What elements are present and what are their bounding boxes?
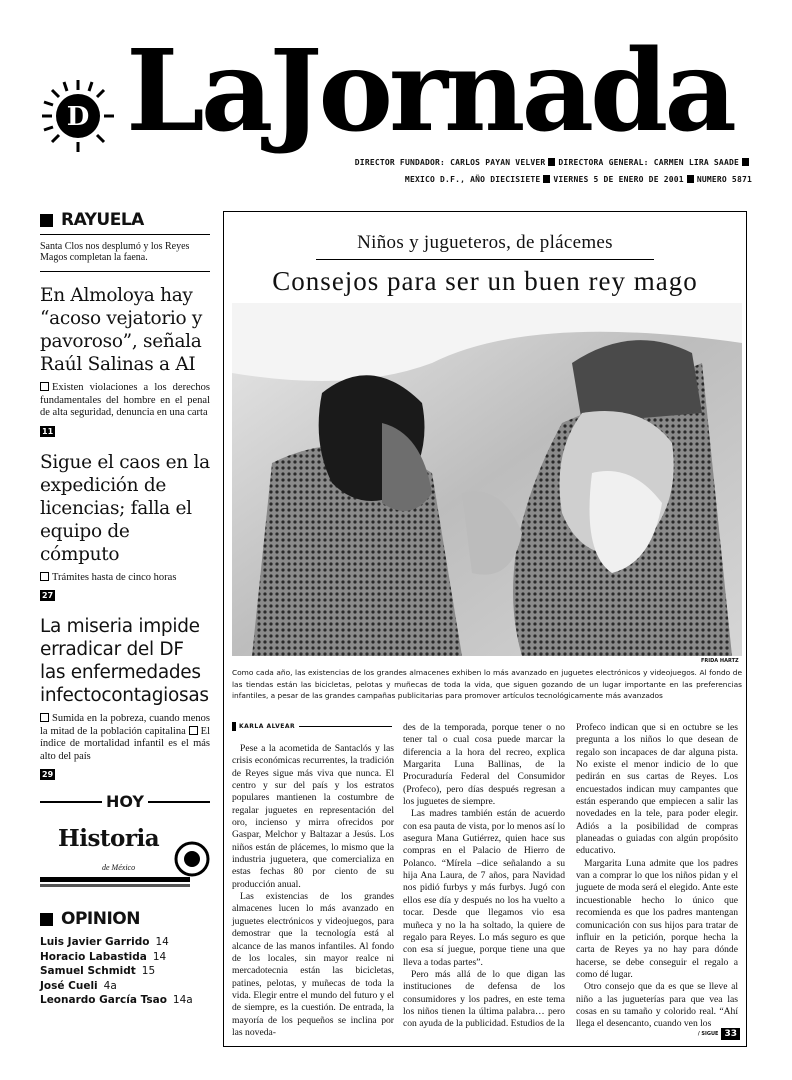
hoy-header: HOY	[40, 792, 210, 811]
opinion-header: OPINION	[40, 909, 210, 929]
story-kicker: Niños y jugueteros, de plácemes	[357, 232, 613, 253]
main-photo	[232, 303, 742, 656]
checkbox-icon	[40, 713, 49, 722]
svg-text:D: D	[66, 102, 90, 132]
opinion-item[interactable]: Leonardo García Tsao 14a	[40, 994, 193, 1006]
opinion-item[interactable]: José Cueli 4a	[40, 979, 117, 992]
story1-page: 11	[42, 426, 54, 436]
body-column-1: Pese a la acometida de Santaclós y las crisis económicas recurrentes, la tradición de Reyes sigue más viva que nunca. El centro y sur del país y los estratos populares mantienen la costumbre de regalar juguetes en representación del oro, incienso y mirra ofrecidos por Gaspar, Melchor y Baltazar a Jesús. Los niños están de plácemes, lo mismo que la industria juguetera, que comercializa en estas fechas 80 por ciento de su producción anual. Las existencias de los grandes almacenes lucen lo más avanzado en juguetes electrónicos y videojuegos, para demostrar que la tecnología está al alcance de las manos infantiles. Al fondo de los locales, sin mayor realce ni mercadotecnia están las bicicletas, patines, pelotas, y muñecas de toda la vida. Elegir entre el mundo del futuro y el de siempre, es la cuestión. De entrada, la mayoría de los pequeños se inclina por las noveda-	[232, 743, 394, 1038]
body-column-2: des de la temporada, porque tener o no tener tal o cual cosa puede marcar la diferencia a la hora del recreo, explica Margarita Luna Ballinas, de la Procuraduría Federal del Consumidor (Profeco), pero días después regresan a los juguetes de siempre. Las madres también están de acuerdo con esa pauta de vista, por lo menos así lo asegura Mana Gutiérrez, quien hace sus compras en el Palacio de Hierro de Polanco. “Mírela –dice señalando a su hija Ana Laura, de 7 años, para Navidad nos pidió furbys y más furbys. Jugó con ellos ese día y después no los ha vuelto a tocar. Desde que llegamos vio esa muñeca y no la ha soltado, la quiere de regalo para Reyes. Lo más seguro es que con esa sí juegue, porque tiene una que lleva a todas partes”. Pero más allá de lo que digan las instituciones de defensa de los consumidores y los padres, en este tema los niños tienen la última palabra… pero con ayuda de la publicidad. Estudios de la	[403, 722, 565, 1030]
photo-caption: Como cada año, las existencias de los grandes almacenes exhiben lo más avanzado en juguetes electrónicos y videojuegos. Al fondo de las tiendas están las bicicletas, pelotas y muñecas de toda la vida, que siguen gozando de un lugar importante en las preferencias infantiles, a pesar de las grandes campañas publicitarias para promover artículos tecnológicamente más avanzados	[232, 668, 742, 700]
byline: KARLA ALVEAR	[232, 722, 392, 731]
masthead-date: MEXICO D.F., AÑO DIECISIETE VIERNES 5 DE ENERO DE 2001 NUMERO 5871	[404, 175, 752, 184]
rayuela-text: Santa Clos nos desplumó y los Reyes Magos completan la faena.	[40, 241, 190, 263]
sun-logo-icon	[40, 78, 116, 154]
masthead-directors: DIRECTOR FUNDADOR: CARLOS PAYAN VELVER DIRECTORA GENERAL: CARMEN LIRA SAADE	[355, 158, 752, 167]
story3-title[interactable]: La miseria impide erradicar del DF las enfermedades infectocontagiosas	[40, 616, 209, 706]
sun-emblem-icon	[174, 841, 210, 877]
opinion-item[interactable]: Samuel Schmidt 15	[40, 965, 156, 977]
story2-title[interactable]: Sigue el caos en la expedición de licencias; falla el equipo de cómputo	[40, 451, 210, 565]
story2-page: 27	[42, 591, 54, 600]
story3-sub: Sumida en la pobreza, cuando menos la mitad de la población capitalina El índice de mortalidad infantil es el más alto del país	[40, 713, 211, 762]
photo-credit: FRIDA HARTZ	[701, 658, 739, 664]
story2-sub: Trámites hasta de cinco horas	[40, 572, 210, 585]
opinion-item[interactable]: Luis Javier Garrido 14	[40, 936, 169, 948]
masthead-title: LaJornada	[126, 26, 733, 157]
story1-sub: Existen violaciones a los derechos fundamentales del hombre en el penal de alta seguridad, denuncia en una carta	[40, 382, 210, 418]
story-headline[interactable]: Consejos para ser un buen rey mago	[272, 266, 698, 296]
opinion-list	[40, 935, 210, 1008]
historia-banner[interactable]: Historia de México	[40, 825, 210, 903]
rayuela-header: RAYUELA	[40, 210, 210, 230]
body-column-3: Profeco indican que si en octubre se les pregunta a los niños lo que desean de regalo son incapaces de dar alguna pista. No existe el menor indicio de lo que pedirán en sus cartas de Reyes. Los encuestados indican muy campantes que están esperando que empiecen a salir las novedades en la tele, para poder elegir. Adiós a la posibilidad de compras planeadas o guiadas con algún propósito educativo. Margarita Luna admite que los padres van a comprar lo que los niños pidan y el juguete de moda será el elegido. Ante este incuestionable hecho lo único que recomienda es que los padres mantengan comunicación con sus hijos para tratar de influir en la petición, porque hecha la carta de Reyes ya no hay para dónde hacerse, se debe conseguir el regalo a como dé lugar. Otro consejo que da es que se lleve al niño a las jugueterías para que vea las cosas en su tamaño y colorido real. “Ahí llega el desencanto, cuando ven los	[576, 722, 738, 1030]
checkbox-icon	[189, 726, 198, 735]
continue-link[interactable]: / SIGUE 33	[698, 1028, 740, 1040]
main-story	[223, 211, 747, 1047]
story1-title[interactable]: En Almoloya hay “acoso vejatorio y pavoroso”, señala Raúl Salinas a AI	[40, 285, 203, 375]
checkbox-icon	[40, 382, 49, 391]
checkbox-icon	[40, 572, 49, 581]
left-column	[40, 210, 210, 1008]
story3-page: 29	[42, 770, 54, 779]
opinion-item[interactable]: Horacio Labastida 14	[40, 950, 167, 963]
